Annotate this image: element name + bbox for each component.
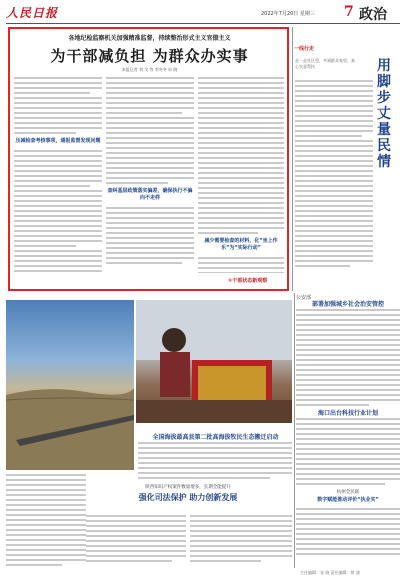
lead-subhead-1: 压减检查考核事项，通报监督发现问题 bbox=[15, 138, 101, 144]
right-title-3: 数字赋能推动评价“执业实” bbox=[317, 497, 379, 503]
bottom-story-header bbox=[84, 484, 292, 514]
sidebar-divider bbox=[292, 27, 293, 291]
lead-subhead-3: 减少需要检查的材料，化“坐上作乐”为“实际行动” bbox=[204, 238, 278, 251]
lead-kicker: 各地纪检监察机关加强精准监督，持续整治形式主义官僚主义 bbox=[68, 35, 231, 42]
right-kicker-1: 公安部 bbox=[296, 295, 312, 301]
right-column-divider bbox=[294, 293, 295, 568]
right-column bbox=[296, 294, 400, 570]
sidebar-subtitle: 走一走社区里，多到群众家里，真心实意帮扶 bbox=[295, 58, 355, 69]
lead-column-3 bbox=[198, 77, 284, 273]
right-title-2: 海口出台科技行业计划 bbox=[317, 410, 378, 417]
sidebar-tag: 一线行走 bbox=[294, 46, 315, 52]
lead-subhead-2: 查纠基层政策落实偏差，确保执行不偏向不走样 bbox=[107, 188, 193, 201]
herder-photo bbox=[136, 300, 292, 423]
top-rule bbox=[6, 23, 400, 24]
issue-date: 2022年7月20日 星期三 bbox=[261, 11, 315, 17]
newspaper-logo: 人民日报 bbox=[6, 6, 59, 20]
right-kicker-3: 杭州全民联 bbox=[336, 490, 360, 495]
bottom-body-1 bbox=[86, 515, 186, 568]
herder-illustration bbox=[136, 300, 292, 423]
section-name: 政治 bbox=[359, 7, 387, 23]
bottom-body-2 bbox=[190, 515, 292, 568]
bottom-kicker: 陕西知识产权案件数量增多，长期全能提升 bbox=[145, 485, 231, 490]
landscape-photo bbox=[6, 300, 134, 470]
lead-column-1 bbox=[14, 77, 102, 273]
lead-story-highlight[interactable] bbox=[8, 27, 289, 291]
page-footer-credits: 主任编辑：张 晓 责任编辑：徐 骁 bbox=[300, 570, 360, 575]
bottom-title: 强化司法保护 助力创新发展 bbox=[138, 493, 238, 502]
sidebar-title: 用脚步丈量民情 bbox=[377, 58, 391, 170]
right-title-1: 部署加强城乡社会治安管控 bbox=[311, 301, 384, 308]
photo-story-body bbox=[138, 442, 292, 482]
lead-title: 为干部减负担 为群众办实事 bbox=[50, 47, 249, 65]
bottom-left-text bbox=[6, 474, 86, 569]
masthead bbox=[6, 4, 400, 22]
lead-column-2 bbox=[106, 77, 194, 273]
photo-caption-title: 全国海拔最高县第二批高海拔牧民生态搬迁启动 bbox=[152, 434, 279, 441]
lead-byline: 本报记者 刘 戈 等 李冬冬 申 晓 bbox=[121, 67, 178, 72]
page-number: 7 bbox=[344, 4, 354, 20]
sidebar-body bbox=[295, 80, 373, 290]
lead-series-tag: ①干部状态新观察 bbox=[228, 278, 268, 284]
landscape-illustration bbox=[6, 300, 134, 470]
